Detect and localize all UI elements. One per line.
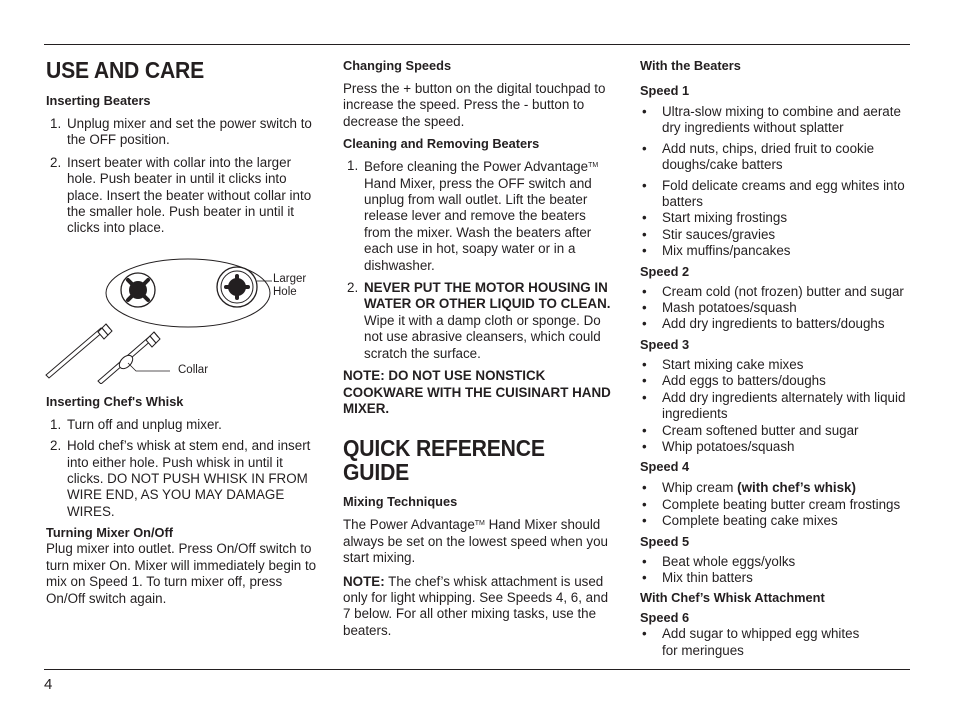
list-item: 1. Turn off and unplug mixer. bbox=[50, 416, 222, 432]
list-item: 2. Insert beater with collar into the larger hole. Push beater in until it clicks into place. Insert the beater without collar into the smaller hole. Push beater in until it clicks into place. bbox=[50, 154, 312, 236]
list-item: • Start mixing frostings bbox=[640, 210, 915, 226]
list-item: • Ultra-slow mixing to combine and aerate dry ingredients without splatter bbox=[640, 104, 915, 137]
cleaning-steps bbox=[343, 158, 615, 362]
changing-speeds-heading: Changing Speeds bbox=[343, 58, 452, 73]
list-item: 1. Before cleaning the Power Advantage™ Hand Mixer, press the OFF switch and unplug from wall outlet. Lift the beater release lever and remove the beaters from the mixer. Wash the beaters after each use in hot, soapy water or in a dishwasher. bbox=[347, 158, 599, 273]
use-and-care-title: USE AND CARE bbox=[46, 57, 205, 83]
larger-hole-label: Larger Hole bbox=[273, 272, 307, 298]
speed-1-heading: Speed 1 bbox=[640, 83, 690, 98]
speed-6-heading: Speed 6 bbox=[640, 610, 690, 626]
top-rule bbox=[44, 44, 910, 45]
with-whisk-heading: With Chef’s Whisk Attachment bbox=[640, 590, 825, 606]
with-beaters-heading: With the Beaters bbox=[640, 58, 741, 73]
collar-label: Collar bbox=[178, 363, 209, 376]
inserting-beaters-steps bbox=[46, 116, 318, 237]
list-item: • Whip potatoes/squash bbox=[640, 439, 915, 455]
speed-2-list bbox=[640, 284, 915, 333]
list-item: 2. NEVER PUT THE MOTOR HOUSING IN WATER OR OTHER LIQUID TO CLEAN. Wipe it with a damp cloth or sponge. Do not use abrasive cleansers, which could scratch the surface. bbox=[347, 280, 611, 361]
list-item: • Whip cream (with chef’s whisk) bbox=[640, 480, 915, 496]
inserting-whisk-steps bbox=[46, 417, 318, 520]
speed-4-list bbox=[640, 480, 915, 529]
speed-3-heading: Speed 3 bbox=[640, 336, 690, 352]
list-item: • Add dry ingredients alternately with liquid ingredients bbox=[640, 390, 915, 423]
list-item: • Beat whole eggs/yolks bbox=[640, 554, 915, 570]
cleaning-heading: Cleaning and Removing Beaters bbox=[343, 136, 540, 152]
list-item: 2. Hold chef’s whisk at stem end, and insert into either hole. Push whisk in until it clicks. DO NOT PUSH WHISK IN FROM WIRE END, AS YOU MAY DAMAGE WIRES. bbox=[50, 438, 311, 519]
list-item: • Add sugar to whipped egg whites for meringues bbox=[640, 626, 877, 659]
list-item: • Mix thin batters bbox=[640, 570, 915, 586]
list-item: • Fold delicate creams and egg whites into batters bbox=[640, 178, 915, 211]
collar-leader bbox=[128, 363, 170, 371]
column-speeds bbox=[640, 58, 915, 659]
list-item: • Complete beating cake mixes bbox=[640, 513, 915, 529]
turning-on-off-text: Plug mixer into outlet. Press On/Off switch to turn mixer On. Mixer will immediately begin to mix on Speed 1. To turn mixer off, press On/Off switch again. bbox=[46, 541, 317, 606]
list-item: 1. Unplug mixer and set the power switch to the OFF position. bbox=[50, 116, 312, 148]
speed-5-heading: Speed 5 bbox=[640, 533, 690, 549]
list-item: • Cream softened butter and sugar bbox=[640, 423, 915, 439]
inserting-beaters-heading: Inserting Beaters bbox=[46, 93, 151, 108]
list-item: • Mash potatoes/squash bbox=[640, 300, 915, 316]
speed-4-heading: Speed 4 bbox=[640, 459, 690, 475]
quick-reference-title: QUICK REFERENCE GUIDE bbox=[343, 435, 545, 486]
speed-3-list bbox=[640, 357, 915, 455]
speed-2-heading: Speed 2 bbox=[640, 263, 690, 279]
larger-hole-cross bbox=[226, 276, 248, 298]
list-item: • Complete beating butter cream frostings bbox=[640, 497, 915, 513]
beater-diagram bbox=[46, 251, 318, 384]
speed-5-list bbox=[640, 554, 915, 587]
beater-with-collar bbox=[98, 332, 160, 384]
cookware-note: NOTE: DO NOT USE NONSTICK COOKWARE WITH THE CUISINART HAND MIXER. bbox=[343, 368, 611, 416]
list-item: • Mix muffins/pancakes bbox=[640, 243, 915, 259]
speed-6-list bbox=[640, 626, 915, 659]
list-item: • Add eggs to batters/doughs bbox=[640, 373, 915, 389]
mixing-techniques-heading: Mixing Techniques bbox=[343, 494, 458, 510]
inserting-whisk-heading: Inserting Chef's Whisk bbox=[46, 393, 184, 409]
page-number: 4 bbox=[44, 676, 53, 693]
mixing-techniques-text: The Power Advantage™ Hand Mixer should always be set on the lowest speed when you start mixing. bbox=[343, 517, 609, 566]
beater-no-collar bbox=[46, 324, 112, 378]
list-item: • Cream cold (not frozen) butter and sugar bbox=[640, 284, 915, 300]
whisk-note: NOTE: The chef’s whisk attachment is used only for light whipping. See Speeds 4, 6, and 7 below. For all other mixing tasks, use the beaters. bbox=[343, 573, 609, 638]
list-item: • Stir sauces/gravies bbox=[640, 227, 915, 243]
bottom-rule bbox=[44, 669, 910, 670]
column-middle bbox=[343, 58, 615, 639]
list-item: • Start mixing cake mixes bbox=[640, 357, 915, 373]
column-use-and-care bbox=[46, 58, 318, 607]
turning-on-off-heading: Turning Mixer On/Off bbox=[46, 525, 174, 541]
changing-speeds-text: Press the + button on the digital touchpad to increase the speed. Press the - button to decrease the speed. bbox=[343, 81, 606, 129]
speed-1-list bbox=[640, 104, 915, 260]
list-item: • Add dry ingredients to batters/doughs bbox=[640, 316, 915, 332]
list-item: • Add nuts, chips, dried fruit to cookie doughs/cake batters bbox=[640, 141, 915, 174]
